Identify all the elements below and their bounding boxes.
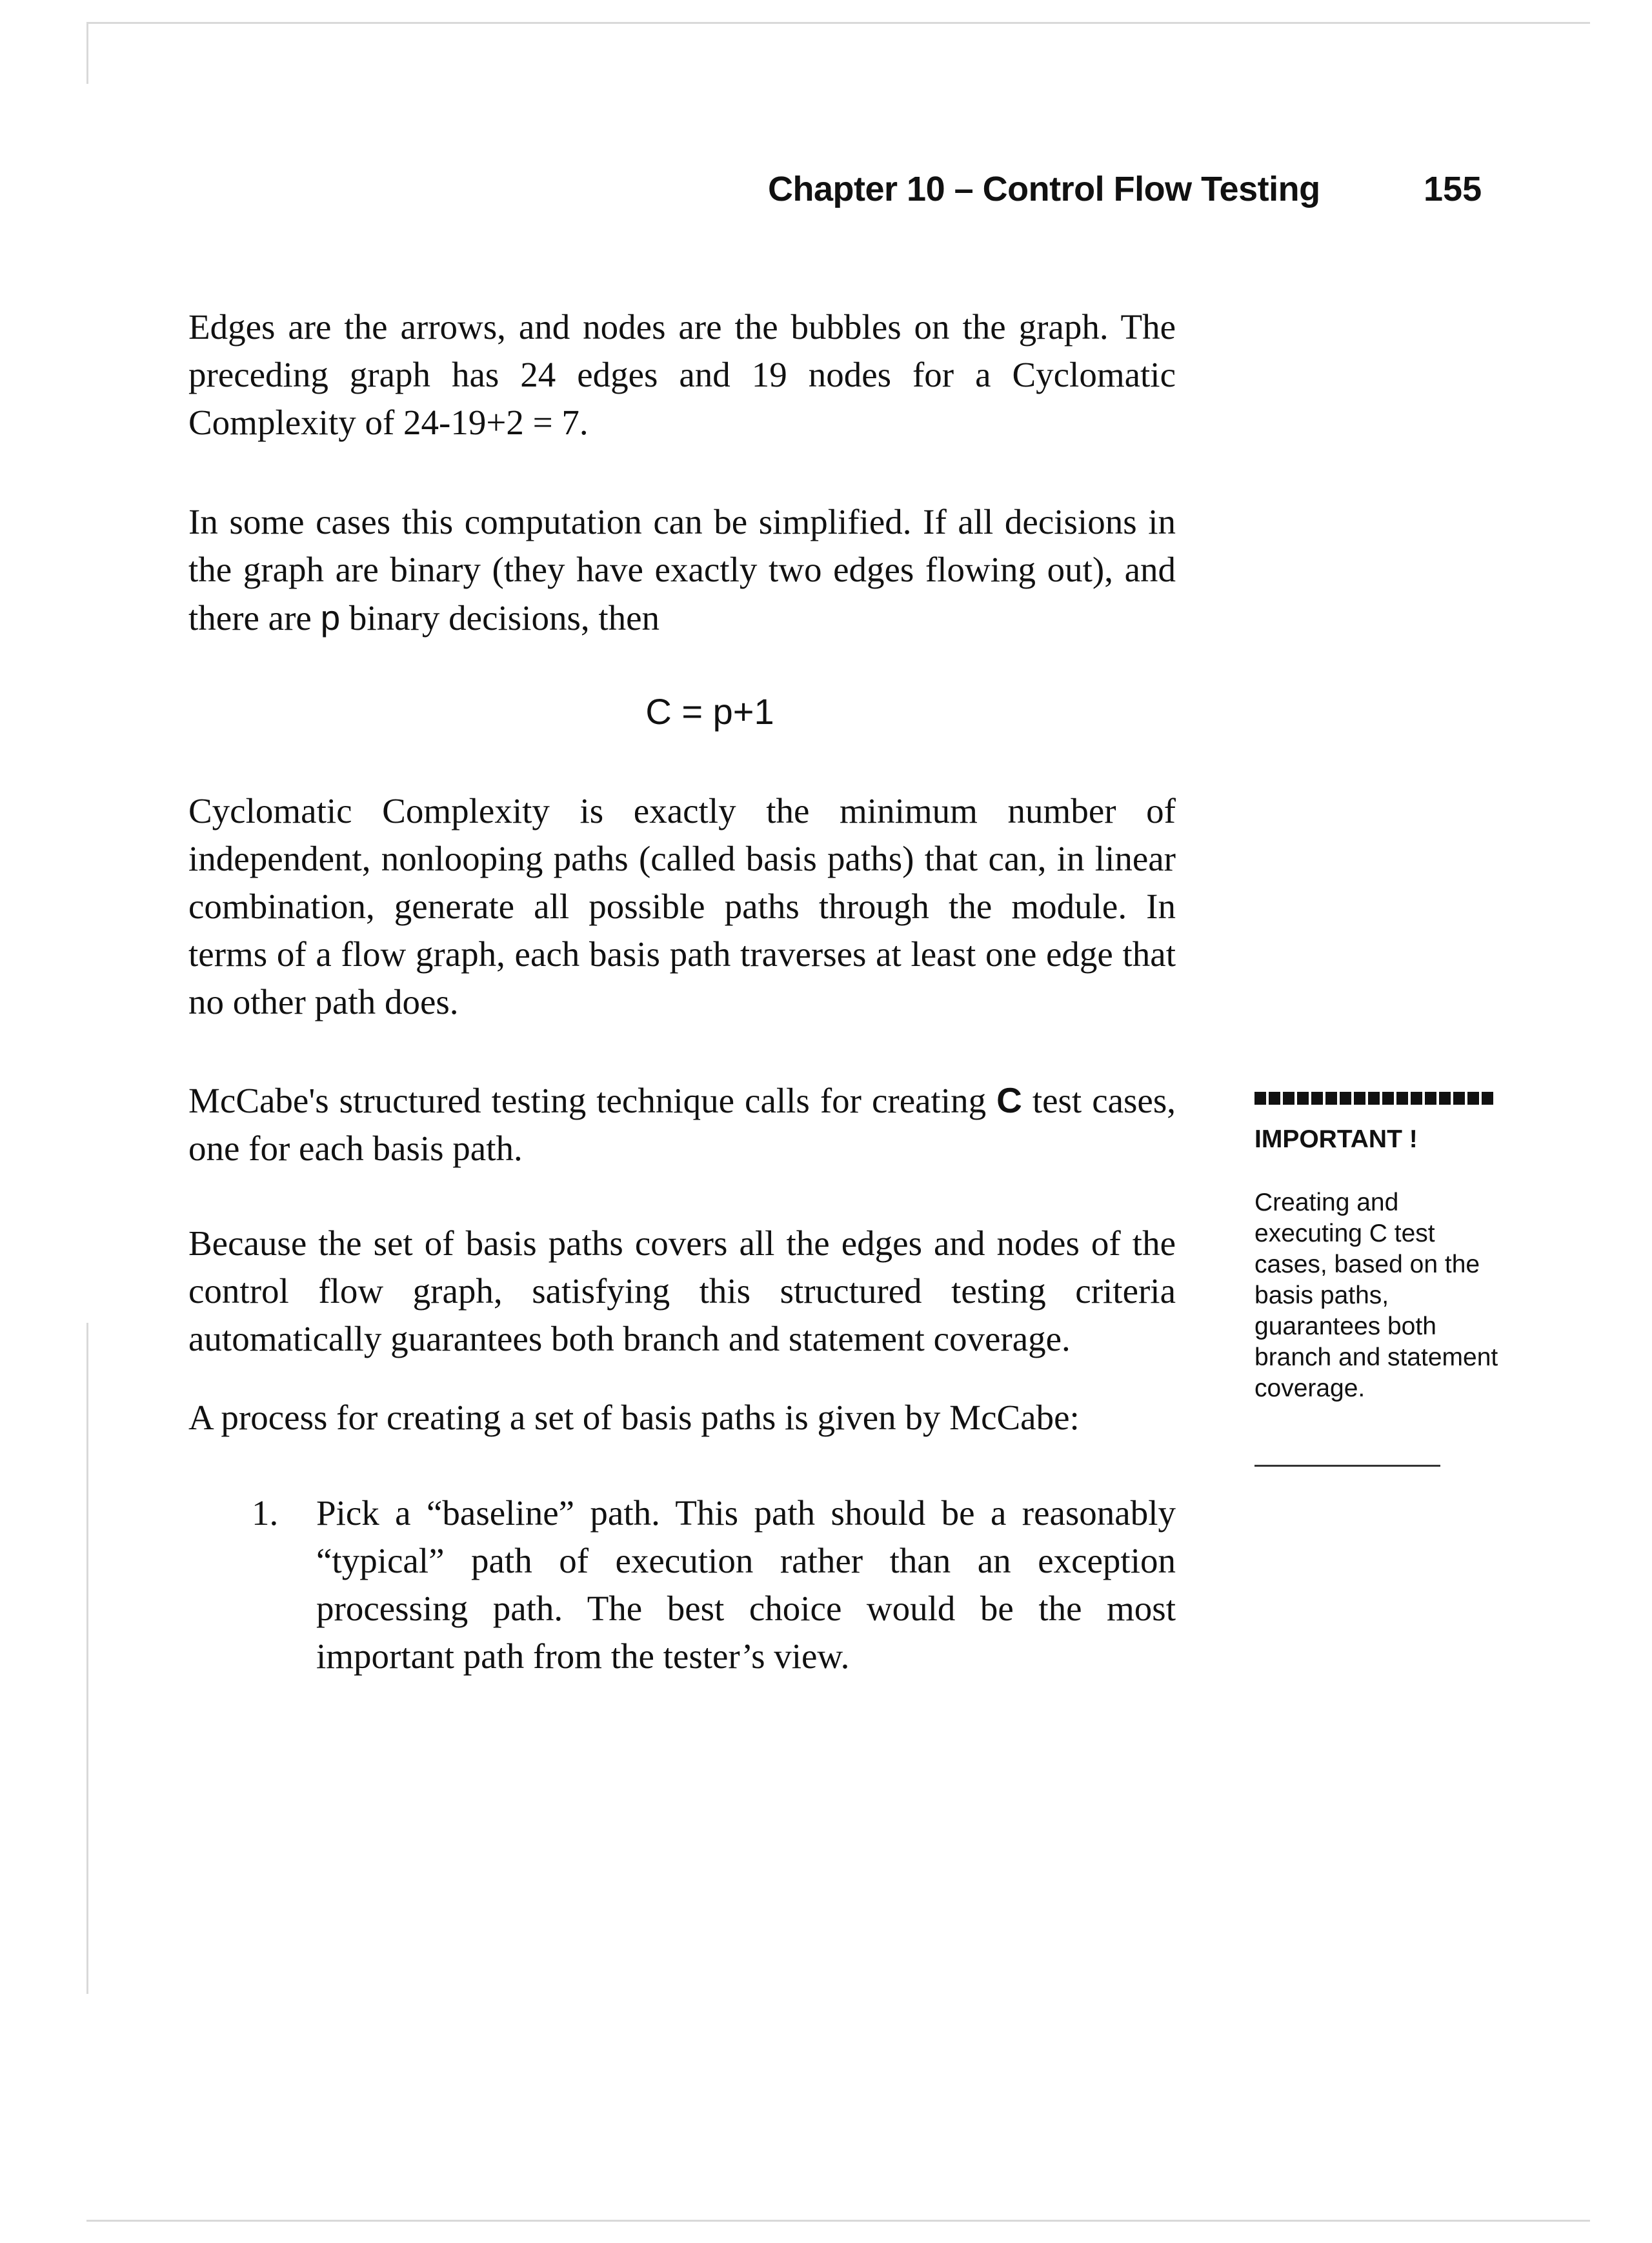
- paragraph-process-intro: A process for creating a set of basis paths is given by McCabe:: [188, 1398, 1080, 1437]
- scan-edge-left: [86, 22, 88, 84]
- paragraph-cyclomatic-definition: Cyclomatic Complexity is exactly the minimum number of independent, nonlooping paths (called basis paths) that can, in linear combination, generate all possible paths through the module. In terms of a flow graph, each basis path traverses at least one edge that no other path does.: [188, 791, 1176, 1021]
- paragraph-text: In some cases this computation can be simplified. If all decisions in the graph are binary (they have exactly two edges flowing out), and there are: [188, 502, 1176, 638]
- scan-edge-top: [86, 22, 1590, 24]
- sidebar-heading: IMPORTANT !: [1254, 1125, 1418, 1153]
- sidebar-rule: [1254, 1465, 1440, 1467]
- paragraph-basis-coverage: Because the set of basis paths covers all the edges and nodes of the control flow graph, satisfying this structured testing criteria automatically guarantees both branch and statement coverage.: [188, 1223, 1176, 1358]
- paragraph-text: McCabe's structured testing technique calls for creating: [188, 1081, 997, 1120]
- scan-edge-bottom: [86, 2220, 1590, 2222]
- paragraph-edges-nodes: Edges are the arrows, and nodes are the bubbles on the graph. The preceding graph has 24 edges and 19 nodes for a Cyclomatic Complexity of 24-19+2 = 7.: [188, 307, 1176, 442]
- equation: C = p+1: [645, 691, 774, 732]
- list-item-text: Pick a “baseline” path. This path should be a reasonably “typical” path of execution rather than an exception processing path. The best choice would be the most important path from the tester’s view.: [316, 1493, 1176, 1676]
- paragraph-mccabe-technique: [188, 1076, 1176, 1172]
- variable-c: C: [996, 1080, 1022, 1120]
- running-head: Chapter 10 – Control Flow Testing: [768, 170, 1320, 208]
- sidebar-dotted-bar: [1254, 1092, 1493, 1105]
- scan-edge-left-lower: [86, 1323, 88, 1994]
- paragraph-text: test cases, one for each basis path.: [188, 1081, 1176, 1168]
- list-item-number: 1.: [252, 1493, 279, 1533]
- sidebar-text: Creating and executing C test cases, based on the basis paths, guarantees both branch and statement coverage.: [1254, 1189, 1498, 1402]
- paragraph-text: binary decisions, then: [340, 598, 660, 638]
- page-number: 155: [1424, 170, 1482, 208]
- variable-p: p: [320, 598, 341, 638]
- paragraph-simplified-computation: [188, 498, 1176, 642]
